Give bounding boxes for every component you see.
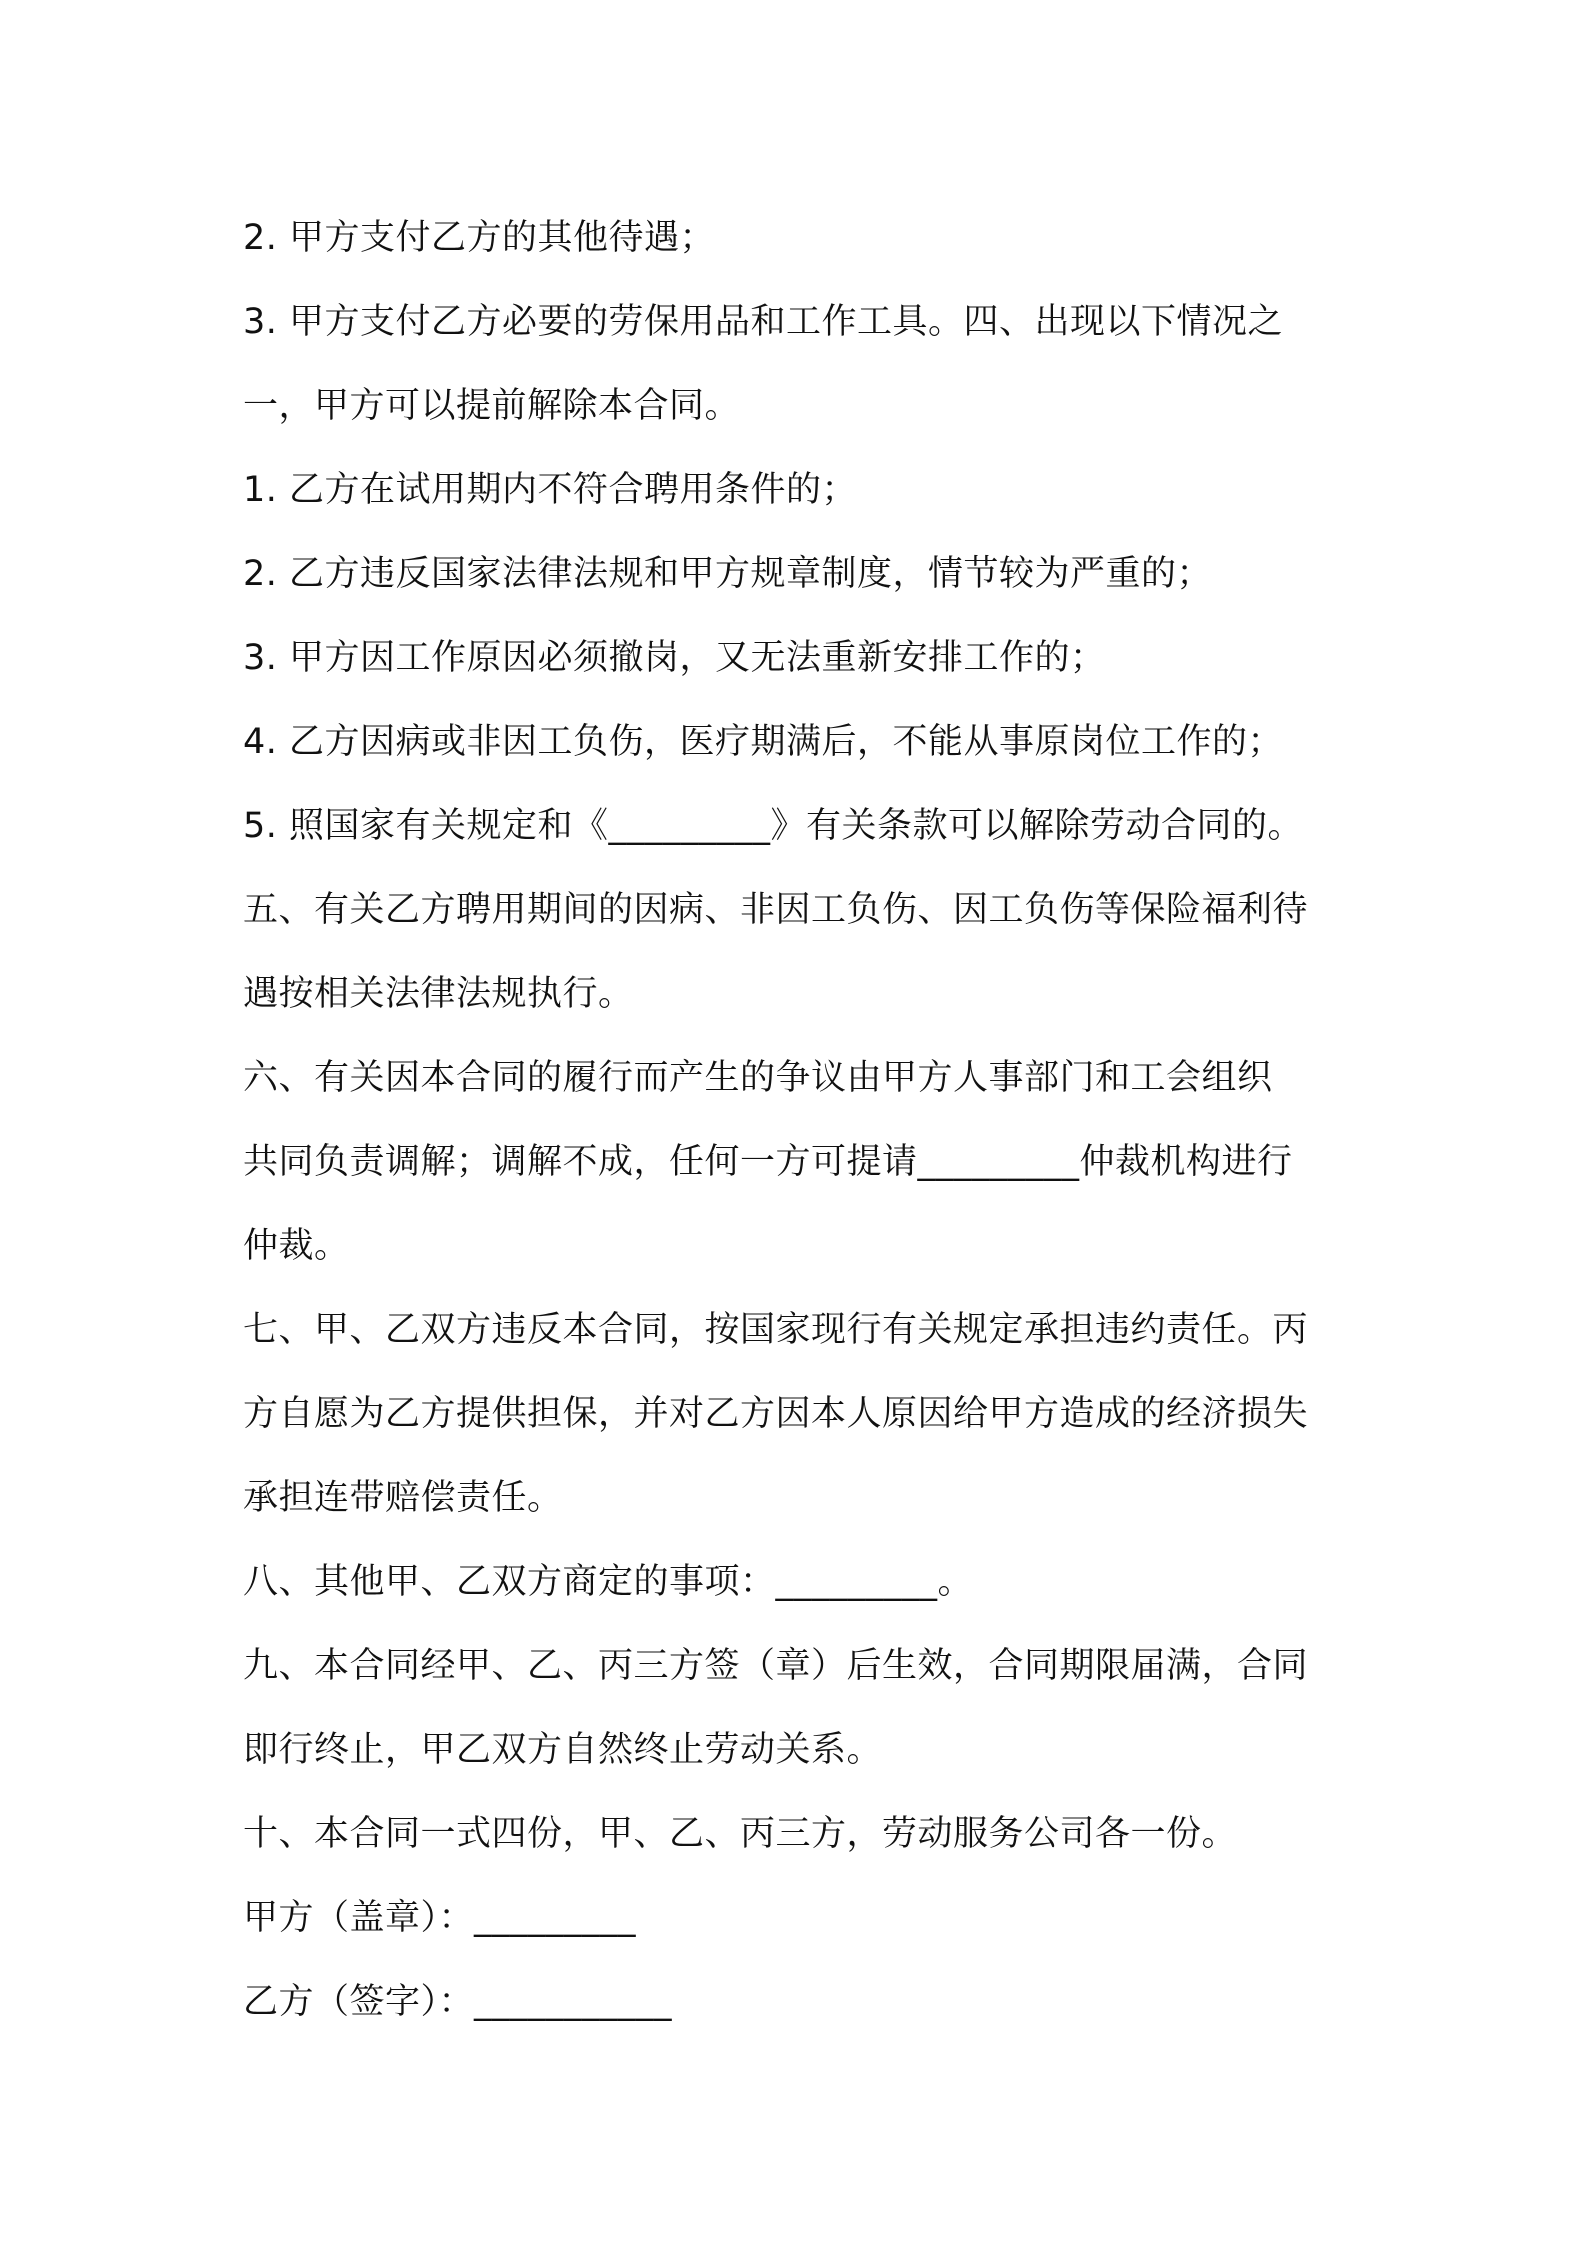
text-line: 九、本合同经甲、乙、丙三方签（章）后生效，合同期限届满，合同	[243, 1646, 1309, 1686]
text-line: 八、其他甲、乙双方商定的事项：_________。	[243, 1562, 974, 1602]
text-line: 3. 甲方支付乙方必要的劳保用品和工作工具。四、出现以下情况之	[243, 302, 1284, 342]
text-line: 七、甲、乙双方违反本合同，按国家现行有关规定承担违约责任。丙	[243, 1310, 1309, 1350]
signature-line-party-a: 甲方（盖章）：_________	[243, 1898, 637, 1938]
document-body	[243, 196, 1373, 2044]
text-line: 2. 甲方支付乙方的其他待遇；	[243, 218, 716, 258]
text-line: 4. 乙方因病或非因工负伤，医疗期满后，不能从事原岗位工作的；	[243, 722, 1284, 762]
text-line: 1. 乙方在试用期内不符合聘用条件的；	[243, 470, 858, 510]
text-line: 2. 乙方违反国家法律法规和甲方规章制度，情节较为严重的；	[243, 554, 1213, 594]
signature-line-party-b: 乙方（签字）：___________	[243, 1982, 673, 2022]
text-line: 3. 甲方因工作原因必须撤岗，又无法重新安排工作的；	[243, 638, 1106, 678]
text-line: 一，甲方可以提前解除本合同。	[243, 386, 741, 426]
text-line: 方自愿为乙方提供担保，并对乙方因本人原因给甲方造成的经济损失	[243, 1394, 1309, 1434]
text-line: 共同负责调解；调解不成，任何一方可提请_________仲裁机构进行	[243, 1142, 1293, 1182]
text-line: 遇按相关法律法规执行。	[243, 974, 634, 1014]
text-line: 五、有关乙方聘用期间的因病、非因工负伤、因工负伤等保险福利待	[243, 890, 1309, 930]
text-line: 仲裁。	[243, 1226, 350, 1266]
text-line: 六、有关因本合同的履行而产生的争议由甲方人事部门和工会组织	[243, 1058, 1273, 1098]
text-line: 承担连带赔偿责任。	[243, 1478, 563, 1518]
text-line: 十、本合同一式四份，甲、乙、丙三方，劳动服务公司各一份。	[243, 1814, 1238, 1854]
text-line: 5. 照国家有关规定和《_________》有关条款可以解除劳动合同的。	[243, 806, 1304, 846]
text-line: 即行终止，甲乙双方自然终止劳动关系。	[243, 1730, 883, 1770]
